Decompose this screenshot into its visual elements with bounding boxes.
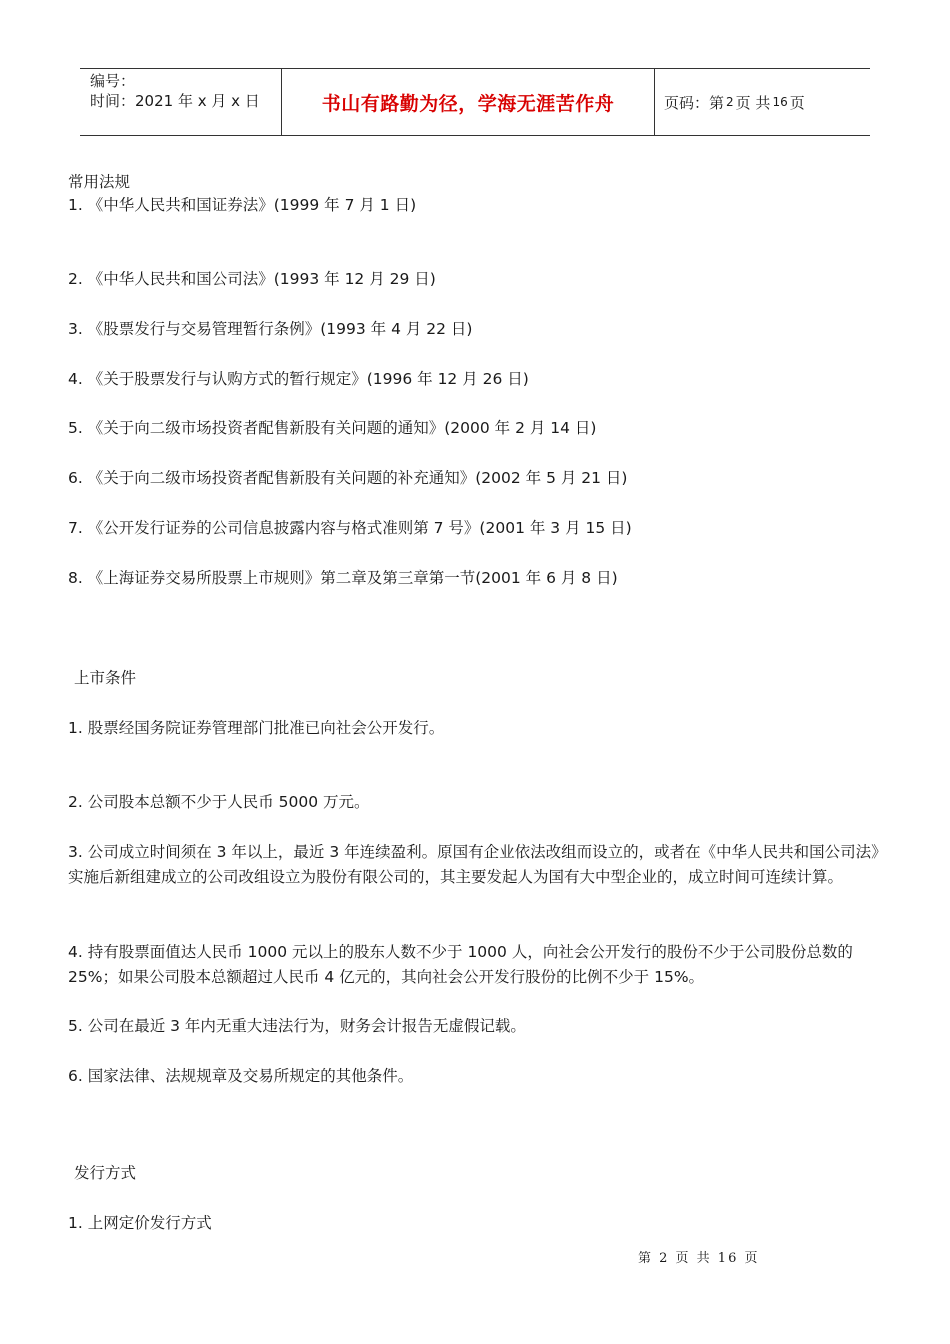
header-page-number	[664, 69, 805, 135]
page-current: 2	[726, 95, 734, 109]
section-heading-listing: 上市条件	[74, 669, 137, 687]
law-item: 3. 《股票发行与交易管理暂行条例》(1993 年 4 月 22 日)	[68, 320, 473, 338]
section-heading-issuance: 发行方式	[74, 1164, 137, 1182]
listing-condition-item: 4. 持有股票面值达人民币 1000 元以上的股东人数不少于 1000 人，向社会公开发行的股份不少于公司股份总数的 25%；如果公司股本总额超过人民币 4 亿元的，其向社会公开发行股份的比例不少于 15%。	[68, 943, 853, 986]
listing-condition-item: 6. 国家法律、法规规章及交易所规定的其他条件。	[68, 1067, 414, 1085]
listing-condition-item: 3. 公司成立时间须在 3 年以上，最近 3 年连续盈利。原国有企业依法改组而设立的，或者在《中华人民共和国公司法》实施后新组建成立的公司改组设立为股份有限公司的，其主要发起人为国有大中型企业的，成立时间可连续计算。	[68, 843, 879, 886]
law-item: 6. 《关于向二级市场投资者配售新股有关问题的补充通知》(2002 年 5 月 21 日)	[68, 469, 628, 487]
listing-condition-item: 1. 股票经国务院证券管理部门批准已向社会公开发行。	[68, 719, 445, 737]
page-prefix: 页码：第	[664, 93, 725, 112]
page-footer: 第 2 页 共 16 页	[638, 1251, 760, 1266]
document-number-label: 编号：	[90, 72, 136, 90]
header-divider	[654, 69, 655, 135]
header-meta	[90, 71, 260, 111]
page-suffix: 页	[789, 93, 805, 112]
header-motto: 书山有路勤为径，学海无涯苦作舟	[321, 92, 615, 115]
law-item: 1. 《中华人民共和国证券法》(1999 年 7 月 1 日)	[68, 196, 417, 214]
page-total: 16	[772, 95, 788, 109]
document-time-label: 时间：2021 年 x 月 x 日	[90, 92, 260, 110]
page-header	[80, 68, 870, 136]
law-item: 7. 《公开发行证券的公司信息披露内容与格式准则第 7 号》(2001 年 3 月 15 日)	[68, 519, 632, 537]
issuance-method-item: 1. 上网定价发行方式	[68, 1214, 212, 1232]
law-item: 4. 《关于股票发行与认购方式的暂行规定》(1996 年 12 月 26 日)	[68, 370, 529, 388]
listing-condition-item: 5. 公司在最近 3 年内无重大违法行为，财务会计报告无虚假记载。	[68, 1017, 526, 1035]
listing-condition-item: 2. 公司股本总额不少于人民币 5000 万元。	[68, 793, 370, 811]
section-heading-laws: 常用法规	[68, 173, 131, 191]
law-item: 5. 《关于向二级市场投资者配售新股有关问题的通知》(2000 年 2 月 14 日)	[68, 419, 597, 437]
law-item: 8. 《上海证券交易所股票上市规则》第二章及第三章第一节(2001 年 6 月 8 日)	[68, 569, 618, 587]
page-mid: 页 共	[735, 93, 771, 112]
law-item: 2. 《中华人民共和国公司法》(1993 年 12 月 29 日)	[68, 270, 436, 288]
